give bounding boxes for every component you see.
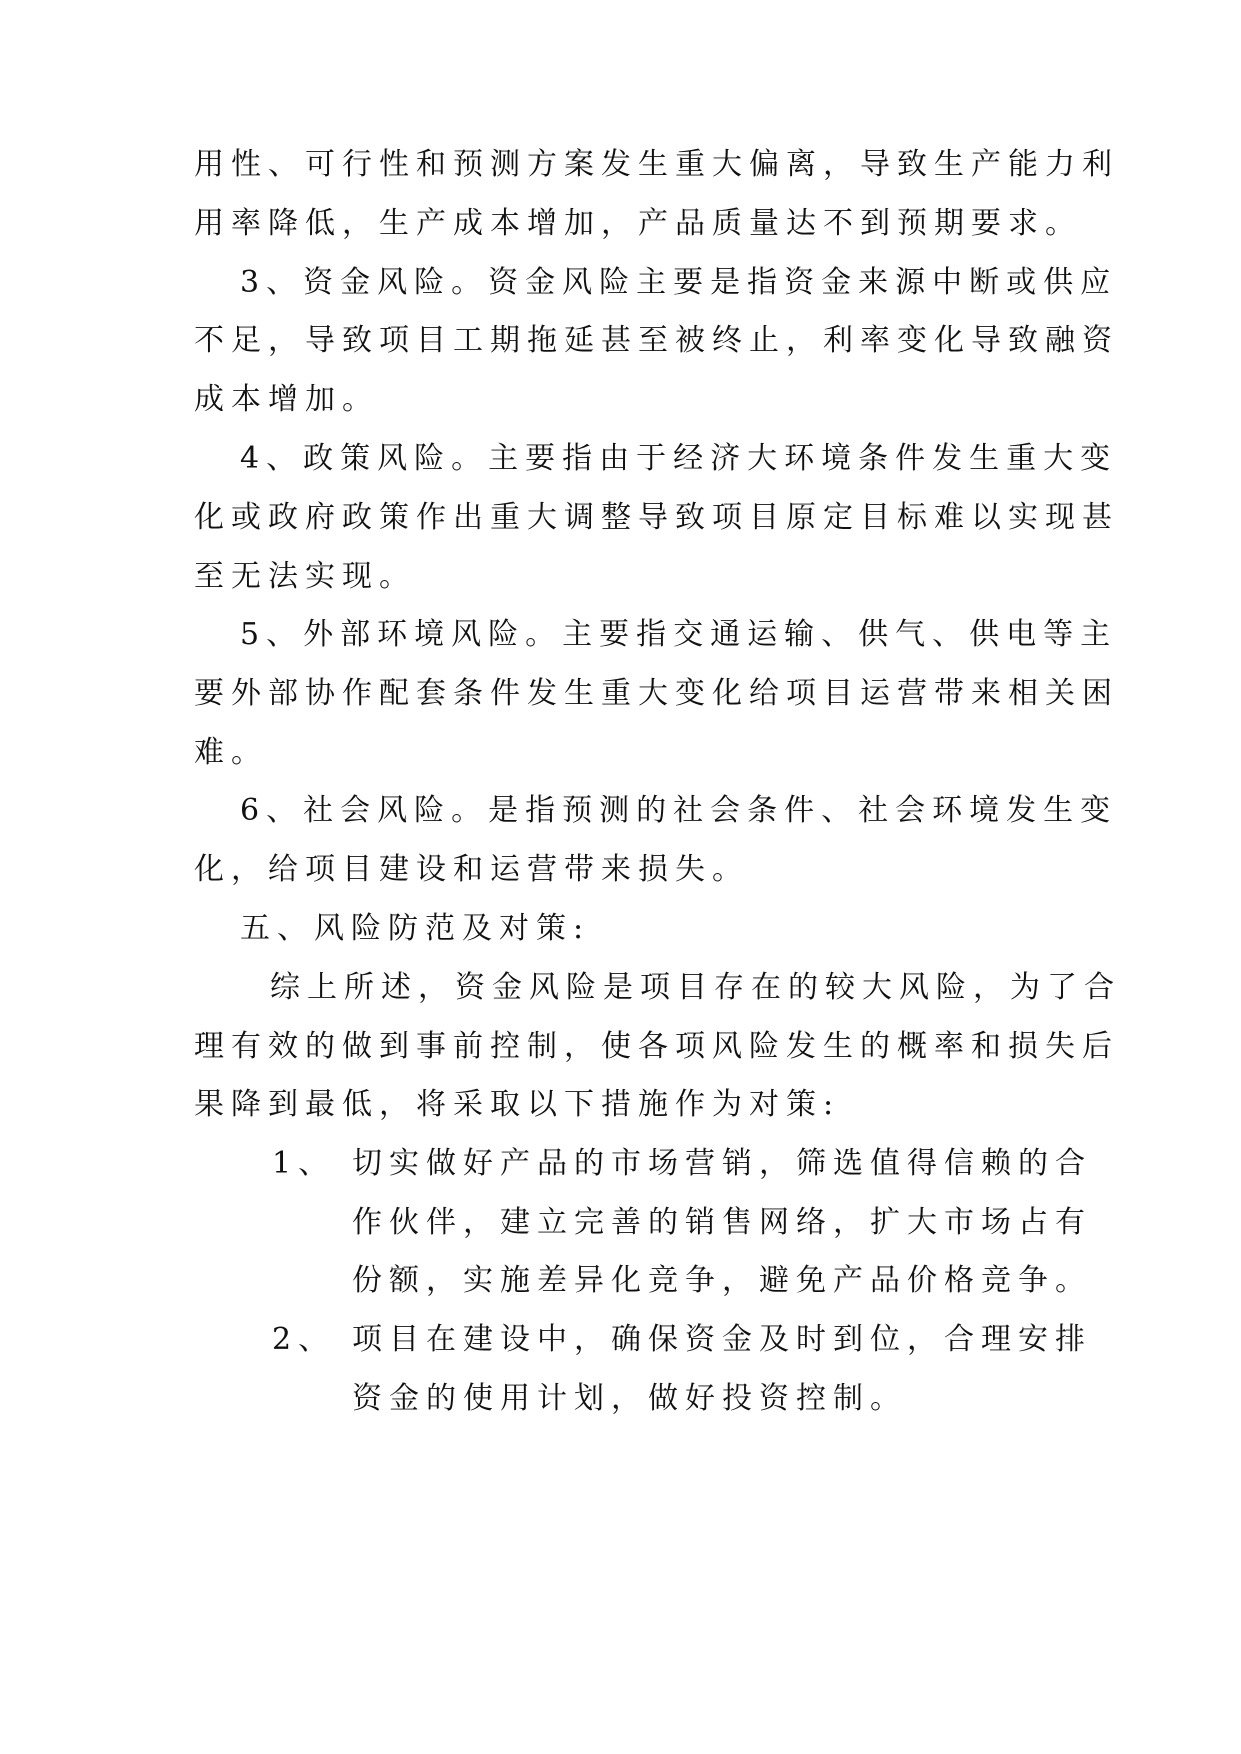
summary-line-3: 果降到最低，将采取以下措施作为对策: bbox=[194, 1087, 841, 1122]
measure-1-number: 1、 bbox=[272, 1146, 336, 1181]
risk-4-paragraph bbox=[0, 436, 1241, 482]
risk-4-paragraph bbox=[0, 495, 1241, 541]
risk-5-line-2: 要外部协作配套条件发生重大变化给项目运营带来相关困 bbox=[194, 676, 1119, 711]
measure-1-line-3: 份额，实施差异化竞争，避免产品价格竞争。 bbox=[352, 1263, 1092, 1298]
risk-3-line-2: 不足，导致项目工期拖延甚至被终止，利率变化导致融资 bbox=[194, 323, 1119, 358]
risk-6-line-1: 6、社会风险。是指预测的社会条件、社会环境发生变 bbox=[240, 793, 1118, 828]
section-five-paragraph bbox=[0, 965, 1241, 1011]
measure-1-item bbox=[0, 1258, 1241, 1304]
measure-2-line-2: 资金的使用计划，做好投资控制。 bbox=[352, 1381, 907, 1416]
risk-5-line-1: 5、外部环境风险。主要指交通运输、供气、供电等主 bbox=[240, 617, 1118, 652]
risk-4-line-2: 化或政府政策作出重大调整导致项目原定目标难以实现甚 bbox=[194, 500, 1119, 535]
risk-3-paragraph bbox=[0, 318, 1241, 364]
section-five-paragraph bbox=[0, 1024, 1241, 1070]
summary-line-1: 综上所述，资金风险是项目存在的较大风险，为了合 bbox=[270, 970, 1121, 1005]
section-five-heading bbox=[0, 906, 1241, 952]
continuation-text-line bbox=[0, 142, 1241, 188]
risk-4-line-1: 4、政策风险。主要指由于经济大环境条件发生重大变 bbox=[240, 441, 1118, 476]
continuation-line-2: 用率降低，生产成本增加，产品质量达不到预期要求。 bbox=[194, 206, 1082, 241]
measure-1-item bbox=[0, 1200, 1241, 1246]
risk-5-paragraph bbox=[0, 730, 1241, 776]
measure-1-line-1: 切实做好产品的市场营销，筛选值得信赖的合 bbox=[352, 1146, 1092, 1181]
risk-6-paragraph bbox=[0, 788, 1241, 834]
section-heading: 五、风险防范及对策: bbox=[240, 911, 591, 946]
risk-3-line-1: 3、资金风险。资金风险主要是指资金来源中断或供应 bbox=[240, 265, 1118, 300]
measure-1-line-2: 作伙伴，建立完善的销售网络，扩大市场占有 bbox=[352, 1205, 1092, 1240]
risk-5-line-3: 难。 bbox=[194, 735, 268, 770]
risk-4-paragraph bbox=[0, 554, 1241, 600]
risk-3-paragraph bbox=[0, 377, 1241, 423]
measure-2-line-1: 项目在建设中，确保资金及时到位，合理安排 bbox=[352, 1322, 1092, 1357]
measure-2-item bbox=[0, 1317, 1241, 1363]
risk-3-line-3: 成本增加。 bbox=[194, 382, 379, 417]
summary-line-2: 理有效的做到事前控制，使各项风险发生的概率和损失后 bbox=[194, 1029, 1119, 1064]
risk-5-paragraph bbox=[0, 612, 1241, 658]
continuation-line-1: 用性、可行性和预测方案发生重大偏离，导致生产能力利 bbox=[194, 147, 1119, 182]
section-five-paragraph bbox=[0, 1082, 1241, 1128]
risk-3-paragraph bbox=[0, 260, 1241, 306]
risk-6-paragraph bbox=[0, 847, 1241, 893]
measure-2-item bbox=[0, 1376, 1241, 1422]
risk-5-paragraph bbox=[0, 671, 1241, 717]
risk-6-line-2: 化，给项目建设和运营带来损失。 bbox=[194, 852, 749, 887]
continuation-text-line bbox=[0, 201, 1241, 247]
measure-2-number: 2、 bbox=[272, 1322, 336, 1357]
measure-1-item bbox=[0, 1141, 1241, 1187]
risk-4-line-3: 至无法实现。 bbox=[194, 559, 416, 594]
